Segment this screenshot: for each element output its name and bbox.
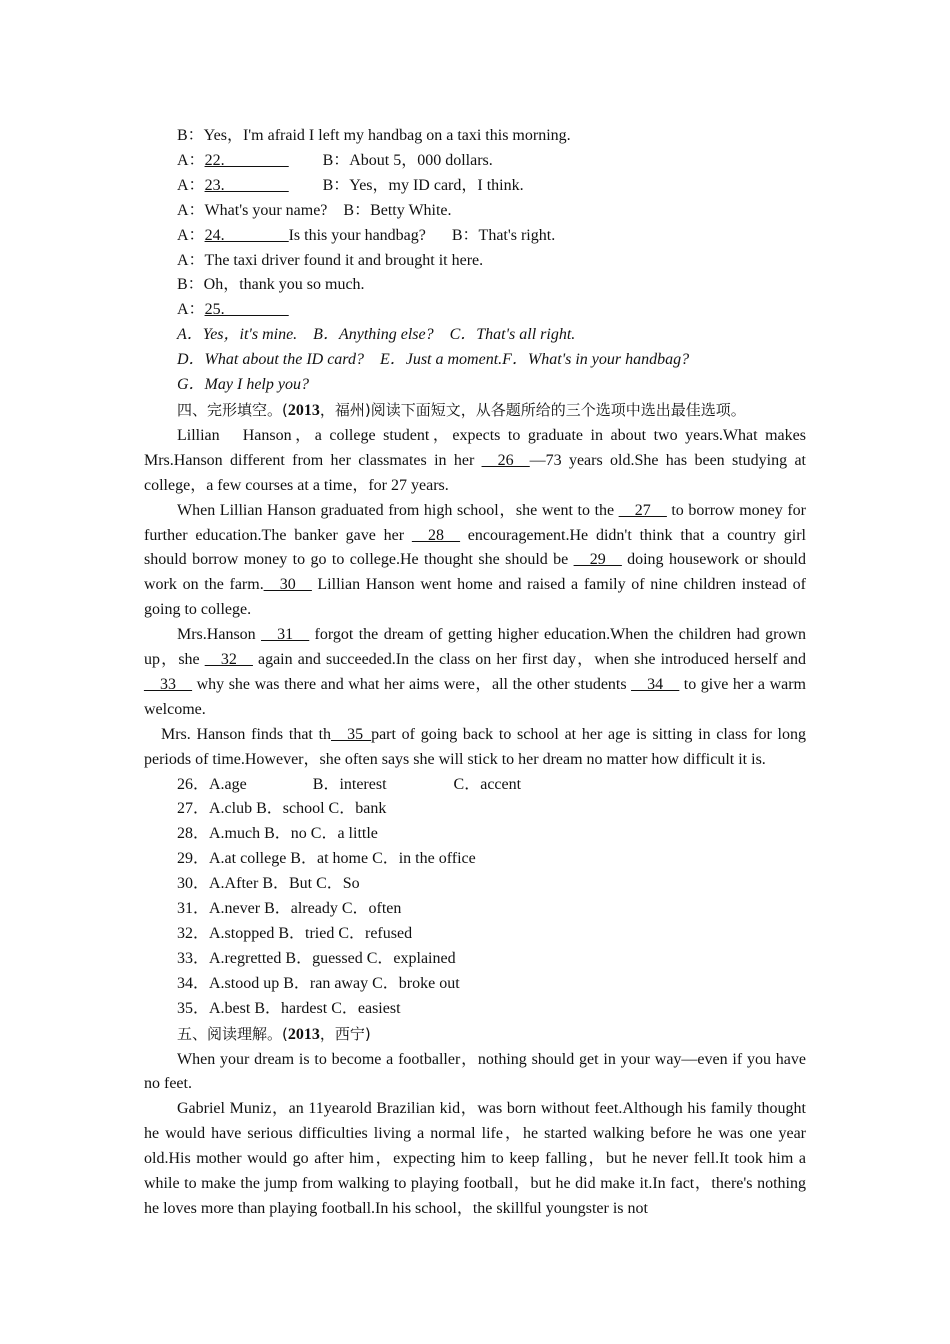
blank-29: __29__ [573,551,622,569]
question-29: 29．A.at college B．at home C．in the office [177,850,476,868]
section5-heading: 五、阅读理解。(2013，西宁) [177,1024,371,1043]
blank-22: 22.________ [204,151,289,169]
question-33: 33．A.regretted B．guessed C．explained [177,949,456,967]
blank-23: 23.________ [204,176,289,194]
dialogue-line: A：22.________ B：About 5，000 dollars. [177,151,493,169]
dialogue-line: A：What's your name? B：Betty White. [177,201,452,219]
blank-33: __33__ [144,675,192,693]
reading-paragraph-1: When your dream is to become a footballer，nothing should get in your way—even if you have no feet. [144,1050,806,1093]
cloze-paragraph-1: Lillian Hanson，a college student，expects to graduate in about two years.What makes Mrs.Hanson different from her classmates in her __26__—73 years old.She has been studying at college，a few courses at a time，for 27 years. [144,426,806,494]
blank-26: __26__ [481,451,530,469]
blank-31: __31__ [261,626,310,644]
dialogue-option-line: G．May I help you? [177,376,309,394]
blank-34: __34__ [631,675,680,693]
dialogue-option-line: D．What about the ID card? E．Just a moment.F．What's in your handbag? [177,351,690,369]
question-35: 35．A.best B．hardest C．easiest [177,999,401,1017]
blank-35: __35_ [331,725,372,743]
document-content [144,124,806,1222]
blank-30: __30__ [263,576,312,594]
question-27: 27．A.club B．school C．bank [177,800,387,818]
question-28: 28．A.much B．no C．a little [177,825,378,843]
dialogue-line: A：23.________ B：Yes，my ID card，I think. [177,176,524,194]
question-31: 31．A.never B．already C．often [177,900,402,918]
blank-24: 24.________ [204,226,289,244]
dialogue-option-line: A．Yes，it's mine. B．Anything else? C．That's all right. [177,326,576,344]
section4-heading: 四、完形填空。(2013，福州)阅读下面短文，从各题所给的三个选项中选出最佳选项。 [177,400,746,419]
blank-28: __28__ [411,526,460,544]
question-30: 30．A.After B．But C．So [177,875,360,893]
reading-paragraph-2: Gabriel Muniz，an 11yearold Brazilian kid，was born without feet.Although his family thought he would have serious difficulties living a normal life，he started walking before he was one year old.His mother would go after him，expecting him to keep falling，but he never fell.It took him a while to make the jump from walking to playing football，but he did make it.In fact，there's nothing he loves more than playing football.In his school，the skillful youngster is not [144,1100,806,1217]
dialogue-line: B：Yes，I'm afraid I left my handbag on a taxi this morning. [177,127,571,144]
question-26: 26．A.age B．interest C．accent [177,775,522,793]
cloze-paragraph-3: Mrs.Hanson __31__ forgot the dream of getting higher education.When the children had grown up，she __32__ again and succeeded.In the class on her first day，when she introduced herself and __33__ why she was there and what her aims were，all the other students __34__ to give her a warm welcome. [144,626,807,718]
dialogue-line: B：Oh，thank you so much. [177,276,365,294]
dialogue-line: A：24.________Is this your handbag? B：That's right. [177,226,556,244]
cloze-paragraph-4: Mrs. Hanson finds that th__35_part of going back to school at her age is sitting in class for long periods of time.However，she often says she will stick to her dream no matter how difficult it is. [144,725,806,768]
question-32: 32．A.stopped B．tried C．refused [177,925,413,942]
question-34: 34．A.stood up B．ran away C．broke out [177,974,460,992]
blank-27: __27__ [618,501,667,519]
dialogue-line: A：25.________ [177,301,289,319]
dialogue-line: A：The taxi driver found it and brought it here. [177,251,484,269]
cloze-paragraph-2: When Lillian Hanson graduated from high school，she went to the __27__ to borrow money for further education.The banker gave her __28__ encouragement.He didn't think that a country girl should borrow money to go to college.He thought she should be __29__ doing housework or should work on the farm.__30__ Lillian Hanson went home and raised a family of nine children instead of going to college. [144,501,807,619]
blank-25: 25.________ [204,301,289,319]
blank-32: __32__ [204,651,253,669]
